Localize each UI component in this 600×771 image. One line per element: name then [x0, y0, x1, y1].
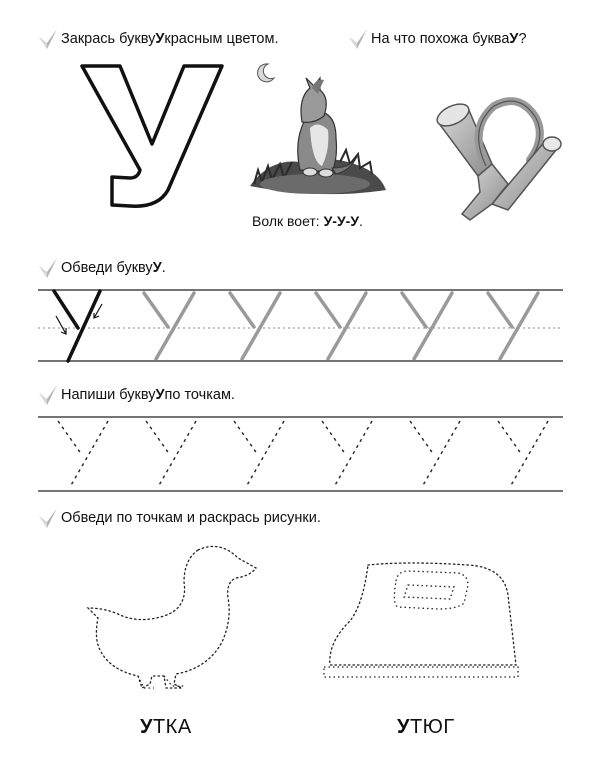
task-text: Обведи по точкам и раскрась рисунки.	[61, 510, 321, 526]
dotted-letter-lines[interactable]	[38, 414, 563, 494]
task-letter: У	[155, 387, 165, 403]
task-write-letter	[38, 384, 235, 406]
task-text: Обведи букву	[61, 260, 153, 276]
task-text: Закрась букву	[61, 31, 156, 47]
word-first-letter: У	[397, 716, 410, 738]
wolf-caption	[252, 213, 363, 229]
caption-text: .	[359, 213, 363, 229]
trace-letter-lines[interactable]	[38, 288, 563, 364]
slingshot-letter-u	[428, 88, 563, 228]
checkmark-icon	[38, 257, 58, 279]
task-text: .	[161, 260, 166, 276]
caption-sound: У-У-У	[323, 213, 360, 229]
task-color-letter	[38, 28, 279, 50]
checkmark-icon	[38, 507, 58, 529]
task-letter: У	[155, 31, 165, 47]
word-first-letter: У	[140, 716, 153, 738]
word-duck	[140, 716, 192, 739]
task-resemble	[348, 28, 527, 50]
task-letter: У	[509, 31, 519, 47]
dotted-iron-drawing[interactable]	[318, 555, 523, 685]
task-letter: У	[152, 260, 162, 276]
task-text: Напиши букву	[61, 387, 156, 403]
checkmark-icon	[38, 384, 58, 406]
task-dot-pictures	[38, 507, 321, 529]
word-iron	[397, 716, 455, 739]
word-rest: ТКА	[152, 716, 192, 738]
task-text: ?	[518, 31, 527, 47]
checkmark-icon	[348, 28, 368, 50]
checkmark-icon	[38, 28, 58, 50]
outlined-letter-u[interactable]	[78, 60, 228, 210]
caption-text: Волк воет:	[252, 213, 324, 229]
word-rest: ТЮГ	[409, 716, 455, 738]
task-text: по точкам.	[164, 387, 235, 403]
task-trace-letter	[38, 257, 166, 279]
howling-wolf-illustration	[240, 58, 390, 206]
dotted-duck-drawing[interactable]	[80, 538, 265, 703]
task-text: красным цветом.	[164, 31, 279, 47]
task-text: На что похожа буква	[371, 31, 510, 47]
